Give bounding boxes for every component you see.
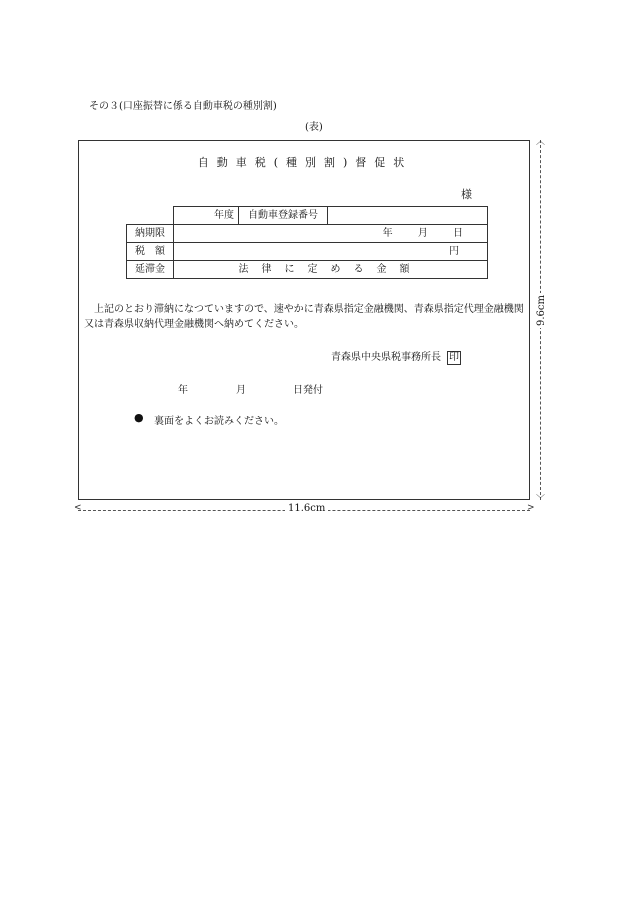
issue-year: 年 [178,385,188,396]
height-label: 9.6cm [536,295,547,326]
yen-unit: 円 [174,243,488,261]
arrow-left-icon: < [74,503,82,513]
side-label: (表) [305,122,323,133]
amount-label: 税 額 [127,243,174,261]
table-row [127,207,488,225]
arrow-down-icon: ﹀ [536,495,546,505]
deadline-label: 納期限 [127,225,174,243]
issue-month: 月 [236,385,246,396]
office-name: 青森県中央県税事務所長 [331,352,441,363]
late-fee-label: 延滞金 [127,261,174,279]
late-fee-text: 法律に定める金額 [174,261,488,279]
registration-label: 自動車登録番号 [239,207,328,225]
table-row [127,261,488,279]
notice-text: 上記のとおり滞納になつていますので、速やかに青森県指定金融機関、青森県指定代理金融機関又は青森県収納代理金融機関へ納めてください。 [84,304,524,330]
width-label: 11.6cm [285,503,328,514]
reminder-card [78,140,530,500]
table-row [127,225,488,243]
year-label: 年度 [174,207,239,225]
registration-value [328,207,488,225]
card-title: 自動車税(種別割)督促状 [197,156,413,169]
arrow-right-icon: > [527,503,535,513]
form-heading: その３(口座振替に係る自動車税の種別割) [89,101,277,112]
issue-day: 日発付 [293,385,323,396]
seal-mark: 印 [449,352,459,363]
table-row [127,243,488,261]
deadline-date-units: 年 月 日 [174,225,488,243]
back-note: 裏面をよくお読みください。 [154,416,284,427]
arrow-up-icon: ︿ [536,137,546,147]
tax-info-table [126,206,488,279]
empty-cell [127,207,174,225]
office-line [331,348,461,365]
bullet-icon: ● [134,411,144,424]
addressee-suffix: 様 [461,188,472,201]
